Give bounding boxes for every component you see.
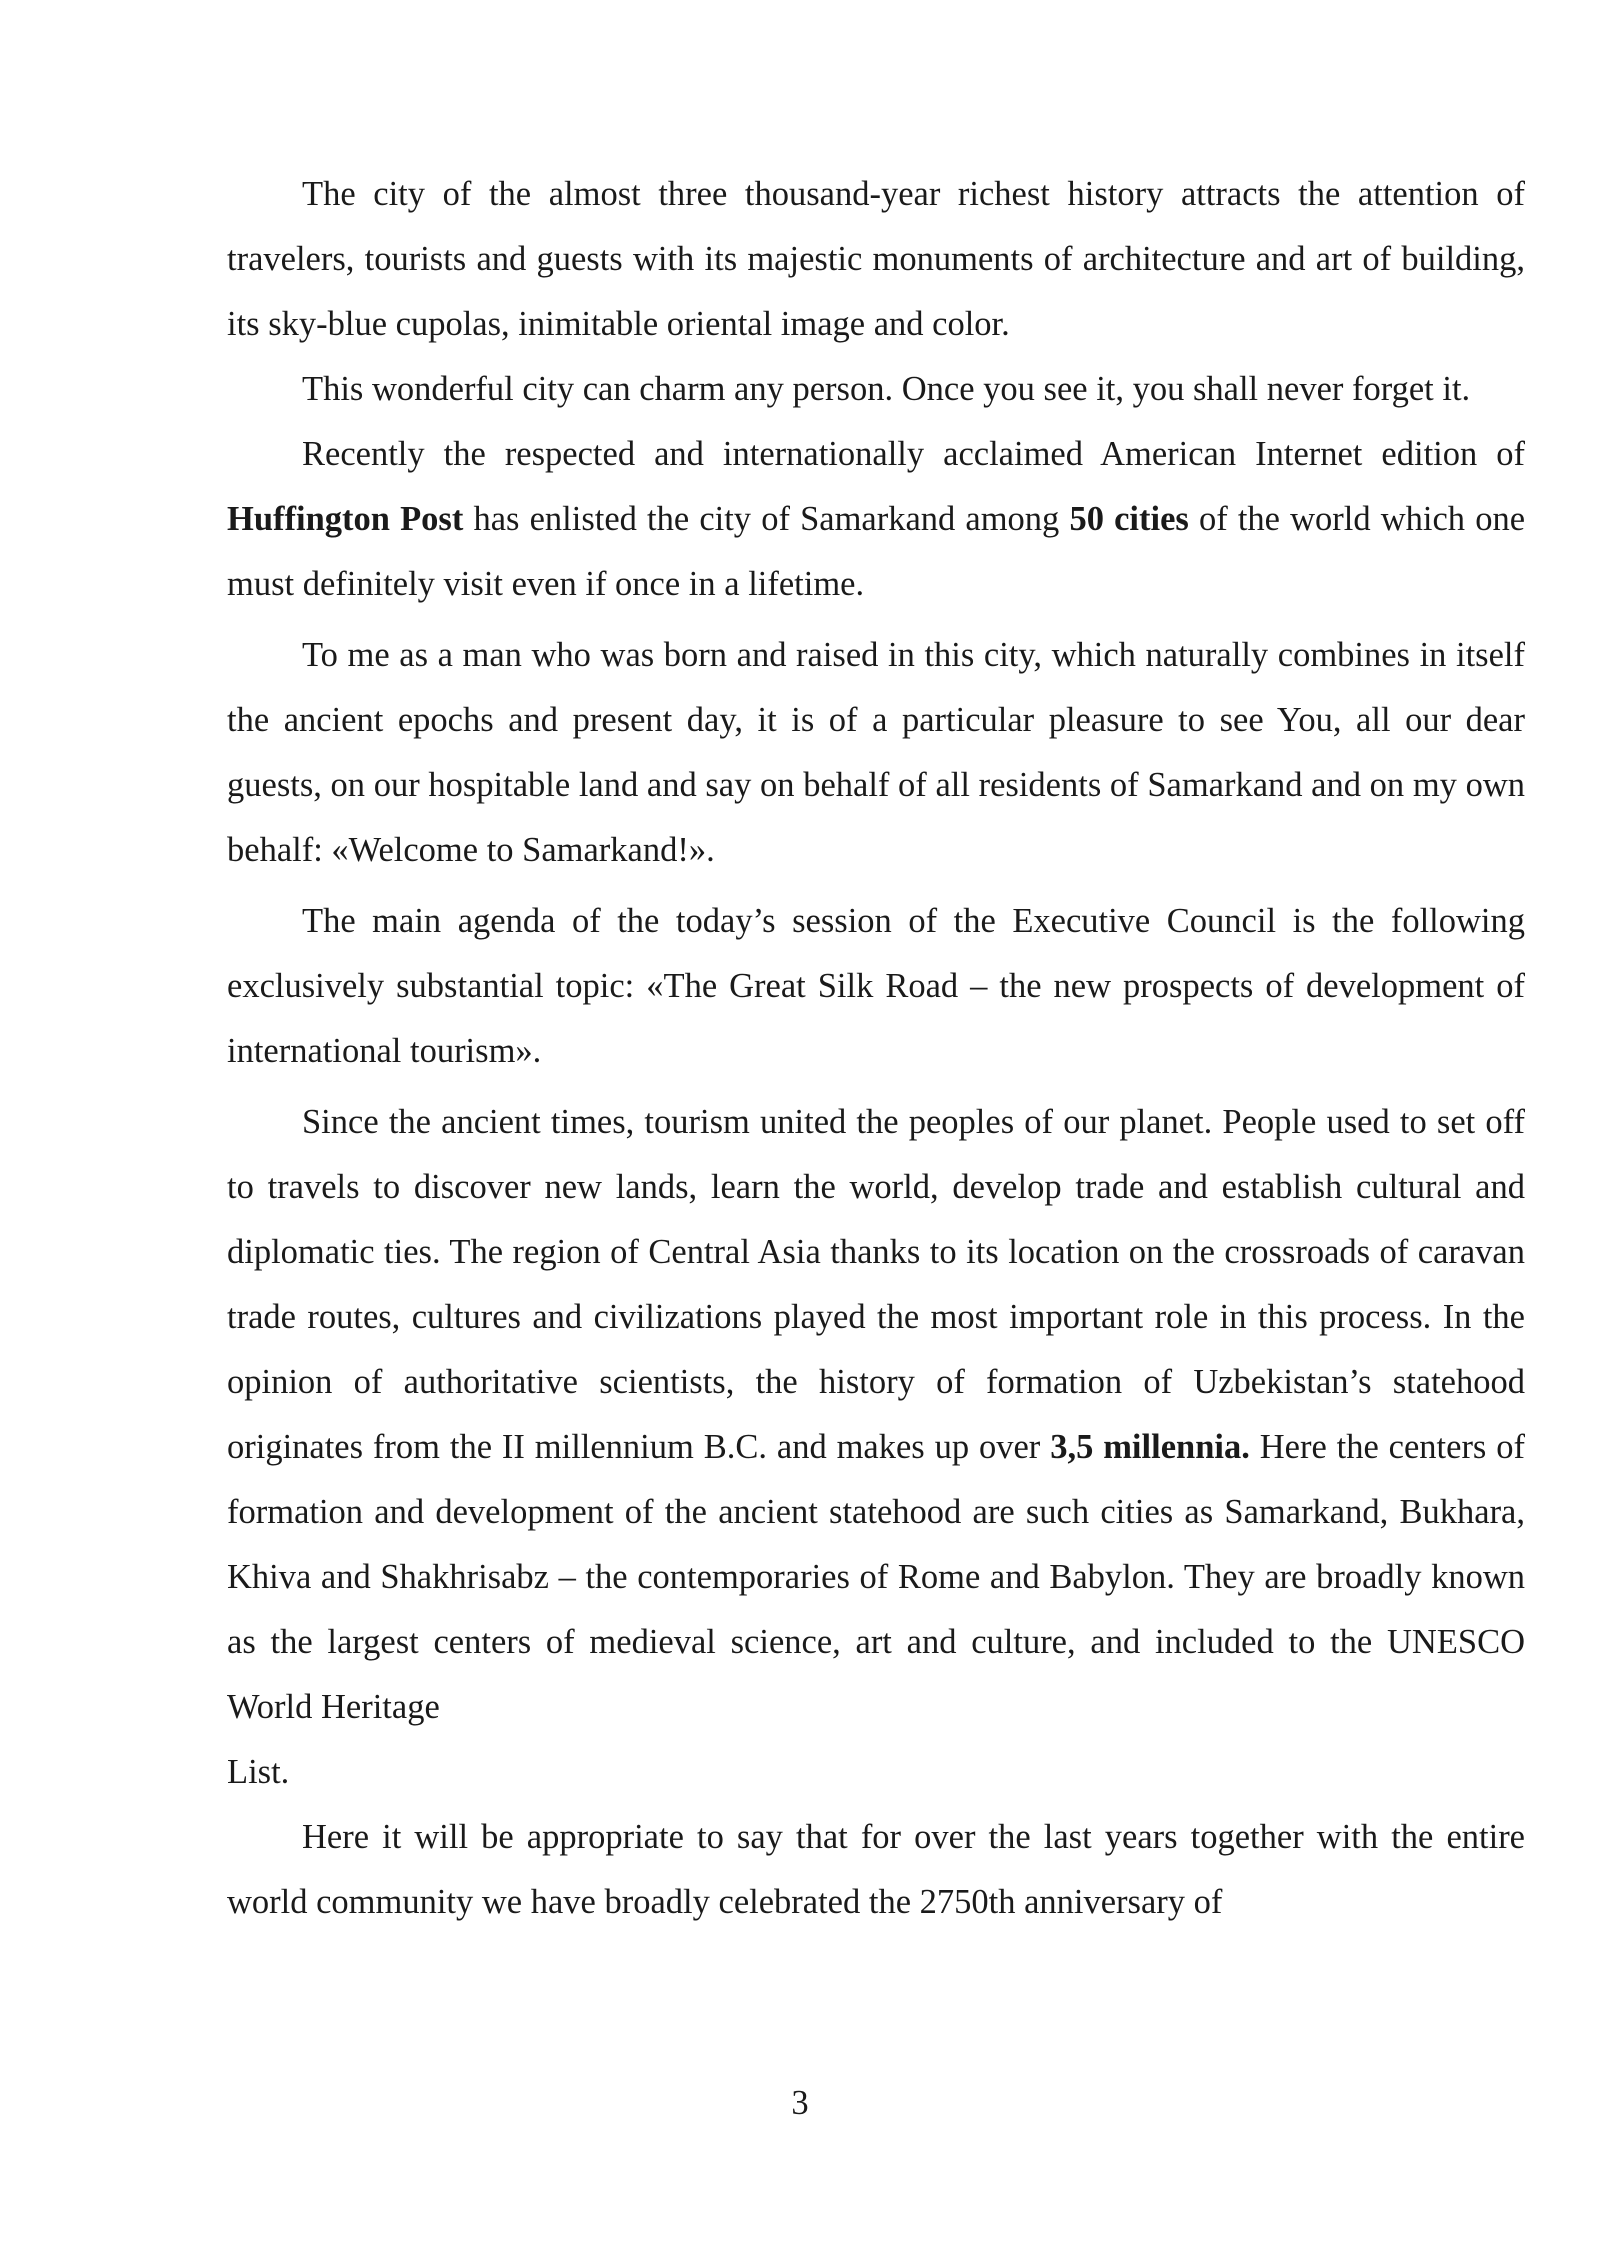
paragraph-3	[227, 422, 1525, 617]
paragraph-7: Here it will be appropriate to say that for over the last years together with the entire world community we have broadly celebrated the 2750th anniversary of	[227, 1818, 1525, 1921]
millennia-bold: 3,5 millennia.	[1050, 1428, 1250, 1466]
body-text	[227, 162, 1525, 1935]
page-number: 3	[791, 2084, 809, 2122]
paragraph-1: The city of the almost three thousand-year richest history attracts the attention of travelers, tourists and guests with its majestic monuments of architecture and art of building, its sky-blue cupolas, inimitable oriental image and color.	[227, 175, 1525, 343]
paragraph-3-part-e: of the world which one must definitely visit even if once in a lifetime.	[227, 500, 1526, 603]
paragraph-3-part-c: has enlisted the city of Samarkand among	[463, 500, 1070, 538]
paragraph-6	[227, 1090, 1525, 1740]
fifty-cities-bold: 50 cities	[1069, 500, 1189, 538]
paragraph-5: The main agenda of the today’s session of the Executive Council is the following exclusively substantial topic: «The Great Silk Road – the new prospects of development of international tourism».	[227, 902, 1525, 1070]
huffington-post-bold: Huffington Post	[227, 500, 464, 538]
paragraph-6-part-a: Since the ancient times, tourism united the peoples of our planet. People used to set off to travels to discover new lands, learn the world, develop trade and establish cultural and diplomatic ties. The region of Central Asia thanks to its location on the crossroads of caravan trade routes, cultures and civilizations played the most important role in this process. In the opinion of authoritative scientists, the history of formation of Uzbekistan’s statehood originates from the II millennium B.C. and makes up over	[227, 1103, 1525, 1466]
paragraph-6-end: List.	[227, 1753, 290, 1791]
paragraph-6-part-c: Here the centers of formation and development of the ancient statehood are such cities as Samarkand, Bukhara, Khiva and Shakhrisabz – the contemporaries of Rome and Babylon. They are broadly known as the largest centers of medieval science, art and culture, and included to the UNESCO World Heritage	[227, 1428, 1525, 1726]
paragraph-4: To me as a man who was born and raised in this city, which naturally combines in itself the ancient epochs and present day, it is of a particular pleasure to see You, all our dear guests, on our hospitable land and say on behalf of all residents of Samarkand and on my own behalf: «Welcome to Samarkand!».	[227, 636, 1525, 869]
paragraph-2: This wonderful city can charm any person. Once you see it, you shall never forget it.	[302, 370, 1471, 408]
paragraph-3-part-a: Recently the respected and internationally acclaimed American Internet edition of	[302, 435, 1525, 473]
